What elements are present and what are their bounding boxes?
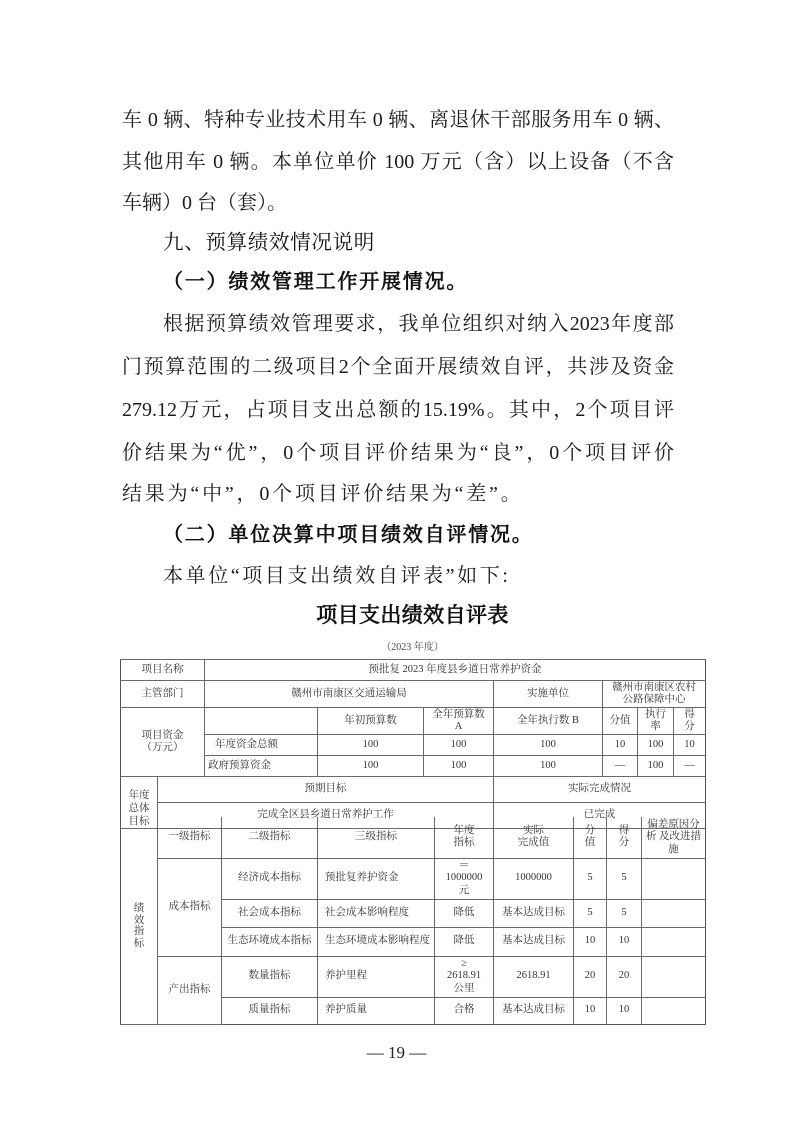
remark-cell xyxy=(642,956,706,997)
weight-cell: 5 xyxy=(574,899,607,927)
performance-indicators-table xyxy=(120,817,706,1025)
funds-header-initial-budget: 年初预算数 xyxy=(318,708,424,735)
remark-cell xyxy=(642,899,706,927)
actual-cell: 基本达成目标 xyxy=(494,927,574,956)
target-cell: 降低 xyxy=(435,927,494,956)
body-text-line: 车 0 辆、特种专业技术用车 0 辆、离退休干部服务用车 0 辆、 xyxy=(122,109,674,131)
remark-cell xyxy=(642,997,706,1024)
weight-cell: 20 xyxy=(574,956,607,997)
header-score: 得 分 xyxy=(607,817,642,858)
implementing-unit-label: 实施单位 xyxy=(494,681,603,708)
funds-header-annual-budget: 全年预算数 A xyxy=(424,708,494,735)
project-funds-table xyxy=(120,659,706,777)
expected-goal-value: 完成全区县乡道日常养护工作 xyxy=(158,803,494,829)
annual-goals-label-text: 年度总体目标 xyxy=(128,789,150,827)
funds-row-name: 年度资金总额 xyxy=(205,735,318,756)
subheading-self-evaluation: （二）单位决算中项目绩效自评情况。 xyxy=(163,524,534,546)
target-cell: 合格 xyxy=(435,997,494,1024)
body-text-line: 本单位“项目支出绩效自评表”如下: xyxy=(163,565,511,587)
score-cell: 10 xyxy=(607,927,642,956)
header-weight: 分 值 xyxy=(574,817,607,858)
subheading-performance-management: （一）绩效管理工作开展情况。 xyxy=(163,271,469,293)
level3-cell: 生态环境成本影响程度 xyxy=(318,927,435,956)
actual-cell: 1000000 xyxy=(494,858,574,899)
remark-cell xyxy=(642,927,706,956)
funds-cell: 100 xyxy=(318,735,424,756)
target-cell: 降低 xyxy=(435,899,494,927)
actual-completion-label: 实际完成情况 xyxy=(494,776,706,803)
funds-cell: 100 xyxy=(638,735,674,756)
weight-cell: 10 xyxy=(574,927,607,956)
body-text-line: 结果为“中”，0个项目评价结果为“差”。 xyxy=(122,483,524,505)
header-annual-target: 年度 指标 xyxy=(435,817,494,858)
expected-goal-label: 预期目标 xyxy=(158,776,494,803)
level1-output-indicator: 产出指标 xyxy=(158,956,222,1024)
funds-header-blank xyxy=(205,708,318,735)
funds-cell: 100 xyxy=(424,756,494,777)
funds-cell: 100 xyxy=(318,756,424,777)
body-text-line: 价结果为“优”，0个项目评价结果为“良”，0个项目评价 xyxy=(122,442,674,464)
body-text-line: 车辆）0 台（套）。 xyxy=(122,192,287,214)
weight-cell: 10 xyxy=(574,997,607,1024)
project-name-value: 预批复 2023 年度县乡道日常养护资金 xyxy=(205,660,706,681)
funds-header-annual-execution: 全年执行数 B xyxy=(494,708,603,735)
funds-header-execution-rate: 执行 率 xyxy=(638,708,674,735)
funds-cell: 10 xyxy=(603,735,638,756)
level1-cost-indicator: 成本指标 xyxy=(158,858,222,956)
funds-cell: — xyxy=(674,756,706,777)
body-text-line: 门预算范围的二级项目2个全面开展绩效自评，共涉及资金 xyxy=(122,356,674,378)
actual-cell: 基本达成目标 xyxy=(494,899,574,927)
table-title: 项目支出绩效自评表 xyxy=(316,603,509,627)
body-text-line: 根据预算绩效管理要求，我单位组织对纳入2023年度部 xyxy=(163,313,674,335)
funds-cell: 100 xyxy=(424,735,494,756)
remark-cell xyxy=(642,858,706,899)
table-subtitle: （2023 年度） xyxy=(381,642,444,653)
level2-cell: 质量指标 xyxy=(222,997,318,1024)
level3-cell: 养护里程 xyxy=(318,956,435,997)
funds-cell: 100 xyxy=(638,756,674,777)
indicators-label xyxy=(121,817,158,1024)
level2-cell: 生态环境成本指标 xyxy=(222,927,318,956)
funds-row-name: 政府预算资金 xyxy=(205,756,318,777)
table-row xyxy=(121,735,706,756)
funds-cell: 10 xyxy=(674,735,706,756)
score-cell: 5 xyxy=(607,899,642,927)
project-funds-label: 项目资金 （万元） xyxy=(121,708,205,777)
level3-cell: 社会成本影响程度 xyxy=(318,899,435,927)
header-deviation-analysis: 偏差原因分析 及改进措施 xyxy=(642,817,706,858)
funds-cell: 100 xyxy=(494,735,603,756)
header-level3: 三级指标 xyxy=(318,817,435,858)
body-text-line: 279.12万元，占项目支出总额的15.19%。其中，2个项目评 xyxy=(122,399,674,421)
table-row xyxy=(121,956,706,997)
actual-cell: 基本达成目标 xyxy=(494,997,574,1024)
actual-completion-value: 已完成 xyxy=(494,803,706,829)
level2-cell: 社会成本指标 xyxy=(222,899,318,927)
target-cell: ≥ 2618.91 公里 xyxy=(435,956,494,997)
table-row xyxy=(121,858,706,899)
funds-header-score: 得 分 xyxy=(674,708,706,735)
implementing-unit-value: 赣州市南康区农村 公路保障中心 xyxy=(603,681,706,708)
funds-cell: — xyxy=(603,756,638,777)
page-number: — 19 — xyxy=(366,1043,427,1062)
weight-cell: 5 xyxy=(574,858,607,899)
funds-cell: 100 xyxy=(494,756,603,777)
target-cell: ＝ 1000000 元 xyxy=(435,858,494,899)
department-label: 主管部门 xyxy=(121,681,205,708)
header-level2: 二级指标 xyxy=(222,817,318,858)
level2-cell: 数量指标 xyxy=(222,956,318,997)
score-cell: 10 xyxy=(607,997,642,1024)
table-row xyxy=(121,756,706,777)
header-actual-value: 实际 完成值 xyxy=(494,817,574,858)
project-name-label: 项目名称 xyxy=(121,660,205,681)
level3-cell: 预批复养护资金 xyxy=(318,858,435,899)
body-text-line: 其他用车 0 辆。本单位单价 100 万元（含）以上设备（不含 xyxy=(122,151,674,173)
section-heading: 九、预算绩效情况说明 xyxy=(163,230,375,254)
funds-header-weight: 分值 xyxy=(603,708,638,735)
score-cell: 5 xyxy=(607,858,642,899)
level3-cell: 养护质量 xyxy=(318,997,435,1024)
level2-cell: 经济成本指标 xyxy=(222,858,318,899)
department-value: 赣州市南康区交通运输局 xyxy=(205,681,494,708)
indicators-label-text: 绩效指标 xyxy=(133,903,145,949)
actual-cell: 2618.91 xyxy=(494,956,574,997)
header-level1: 一级指标 xyxy=(158,817,222,858)
score-cell: 20 xyxy=(607,956,642,997)
